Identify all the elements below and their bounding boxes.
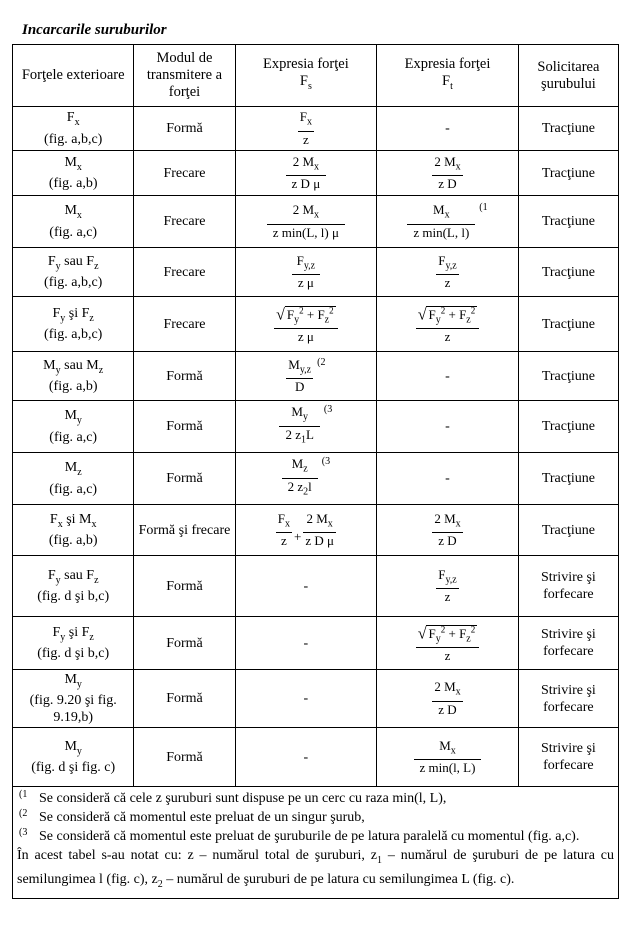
cell-stress: Tracţiune — [518, 248, 618, 297]
cell-force: $F_y$ sau $F_z$ (fig. a,b,c) — [13, 248, 134, 297]
cell-fs: - — [235, 670, 377, 728]
footnote-3: (3 Se consideră că momentul este preluat de şuruburile de pe latura paralelă cu momentul (fig. a,c). — [19, 827, 580, 844]
cell-fs — [235, 401, 377, 453]
cell-force: $F_x$ şi $M_x$ (fig. a,b) — [13, 505, 134, 556]
ft-fraction: $\frac{2 M_x}{\text{z D}}$ — [432, 511, 462, 550]
table-row — [13, 453, 619, 505]
table-row — [13, 248, 619, 297]
table-row — [13, 401, 619, 453]
cell-fs — [235, 151, 377, 196]
cell-ft — [377, 728, 519, 787]
header-fs-symbol: F — [299, 73, 308, 90]
cell-fs — [235, 107, 377, 151]
cell-ft — [377, 297, 519, 352]
cell-ft: - — [377, 453, 519, 505]
table-row — [13, 617, 619, 670]
header-force-fs — [235, 45, 377, 107]
table-row — [13, 196, 619, 248]
cell-fs — [235, 453, 377, 505]
cell-fs — [235, 297, 377, 352]
cell-stress: Tracţiune — [518, 352, 618, 401]
cell-stress: Tracţiune — [518, 196, 618, 248]
ft-fraction: $\frac{M_x}{\text{z min(l, L)}}$ — [414, 738, 482, 777]
cell-mode: Formă — [134, 728, 235, 787]
cell-mode: Frecare — [134, 248, 235, 297]
cell-ft — [377, 248, 519, 297]
fs-fraction: $\frac{F_x}{z}$ — [299, 109, 312, 147]
fs-fraction: $\frac{2 M_x}{\text{z min(L, l) μ}}$ — [267, 202, 345, 241]
header-transmission-mode: Modul de transmitere a forţei — [134, 45, 235, 107]
cell-force: $F_y$ sau $F_z$ (fig. d şi b,c) — [13, 556, 134, 617]
header-force-ft — [377, 45, 519, 107]
cell-ft — [377, 151, 519, 196]
cell-fs — [235, 505, 377, 556]
cell-force — [13, 107, 134, 151]
header-bolt-stress: Solicitarea şurubului — [518, 45, 618, 107]
fs-fraction: $\frac{√ F_y^2 + F_z^2}{\text{z μ}}$ — [274, 303, 338, 346]
cell-force: $F_y$ şi $F_z$ (fig. d şi b,c) — [13, 617, 134, 670]
ft-fraction: $\frac{F_{y,z}}{z}$ — [438, 252, 457, 291]
fs-fraction: $\frac{M_{y,z}}{D}$ — [288, 356, 312, 395]
footnote-1: (1 Se consideră că cele z şuruburi sunt dispuse pe un cerc cu raza min(l, L), — [19, 789, 447, 806]
cell-stress: Strivire şi forfecare — [518, 670, 618, 728]
cell-ft: - — [377, 352, 519, 401]
force-symbol: F — [66, 110, 75, 126]
cell-mode: Formă — [134, 453, 235, 505]
cell-fs: - — [235, 728, 377, 787]
cell-mode: Formă — [134, 670, 235, 728]
cell-ft — [377, 556, 519, 617]
cell-ft — [377, 670, 519, 728]
cell-stress: Strivire şi forfecare — [518, 556, 618, 617]
cell-mode: Frecare — [134, 151, 235, 196]
cell-force: $M_y$ (fig. d şi fig. c) — [13, 728, 134, 787]
plus-sign: + — [293, 528, 302, 544]
fs-fraction: $\frac{2 M_x}{\text{z D μ}}$ — [286, 154, 327, 193]
cell-fs: - — [235, 617, 377, 670]
cell-stress: Strivire şi forfecare — [518, 617, 618, 670]
cell-mode: Formă — [134, 401, 235, 453]
table-row — [13, 107, 619, 151]
cell-force: $F_y$ şi $F_z$ (fig. a,b,c) — [13, 297, 134, 352]
cell-force: $M_y$ sau $M_z$ (fig. a,b) — [13, 352, 134, 401]
footnote-marker: (2 — [317, 356, 326, 368]
cell-stress: Tracţiune — [518, 297, 618, 352]
cell-force: $M_y$ (fig. a,c) — [13, 401, 134, 453]
cell-force: $M_x$ (fig. a,c) — [13, 196, 134, 248]
fs-fraction-2: $\frac{2 M_x}{\text{z D μ}}$ — [305, 510, 334, 549]
cell-mode: Formă — [134, 107, 235, 151]
cell-ft — [377, 617, 519, 670]
cell-ft: - — [377, 401, 519, 453]
cell-mode: Frecare — [134, 297, 235, 352]
header-fs-label: Expresia forţei — [262, 56, 349, 73]
cell-stress: Tracţiune — [518, 505, 618, 556]
cell-stress: Tracţiune — [518, 401, 618, 453]
bolt-loads-table — [12, 44, 619, 899]
fs-fraction-1: $\frac{F_x}{z}$ — [277, 510, 290, 549]
cell-ft: - — [377, 107, 519, 151]
cell-force: $M_x$ (fig. a,b) — [13, 151, 134, 196]
footnote-marker: (3 — [323, 404, 333, 416]
footnote-marker: (1 — [479, 202, 488, 214]
table-row — [13, 297, 619, 352]
ft-fraction: $\frac{2 M_x}{\text{z D}}$ — [432, 679, 462, 718]
header-ft-symbol: F — [442, 73, 451, 90]
table-row — [13, 728, 619, 787]
ft-fraction: $\frac{M_x}{\text{z min(L, l)}}$ — [407, 202, 475, 241]
cell-mode: Formă — [134, 556, 235, 617]
footnote-2: (2 Se consideră că momentul este preluat de un singur şurub, — [19, 808, 365, 825]
cell-ft — [377, 505, 519, 556]
cell-mode: Formă — [134, 352, 235, 401]
header-external-forces: Forţele exterioare — [13, 45, 134, 107]
cell-ft — [377, 196, 519, 248]
cell-fs: - — [235, 556, 377, 617]
table-row — [13, 670, 619, 728]
table-row — [13, 556, 619, 617]
header-fs-sub: s — [307, 80, 312, 92]
table-row — [13, 151, 619, 196]
cell-stress: Tracţiune — [518, 107, 618, 151]
ft-fraction: $\frac{F_{y,z}}{z}$ — [438, 566, 457, 605]
footnote-marker: (3 — [321, 456, 331, 468]
cell-fs — [235, 352, 377, 401]
ft-fraction: $\frac{2 M_x}{\text{z D}}$ — [432, 154, 462, 193]
cell-mode: Formă şi frecare — [134, 505, 235, 556]
notes-cell — [13, 787, 619, 899]
cell-stress: Strivire şi forfecare — [518, 728, 618, 787]
fs-fraction: $\frac{F_{y,z}}{\text{z μ}}$ — [292, 253, 320, 292]
cell-mode: Formă — [134, 617, 235, 670]
table-row — [13, 352, 619, 401]
page-title: Incarcarile suruburilor — [22, 22, 167, 38]
cell-stress: Tracţiune — [518, 453, 618, 505]
header-ft-label: Expresia forţei — [404, 56, 491, 73]
cell-force: $M_y$ (fig. 9.20 şi fig. 9.19,b) — [13, 670, 134, 728]
notes-row — [13, 787, 619, 899]
force-sub: x — [74, 116, 80, 128]
cell-fs — [235, 248, 377, 297]
ft-fraction: $\frac{√ F_y^2 + F_z^2}{z}$ — [416, 303, 480, 346]
ft-fraction: $\frac{√ F_y^2 + F_z^2}{z}$ — [416, 622, 480, 665]
fs-fraction: $\frac{M_z}{2 z_2l}$ — [282, 456, 318, 500]
header-ft-sub: t — [450, 80, 453, 92]
fs-fraction: $\frac{M_y}{2 z_1L}$ — [279, 404, 319, 448]
cell-mode: Frecare — [134, 196, 235, 248]
cell-fs — [235, 196, 377, 248]
force-fig: (fig. a,b,c) — [44, 131, 103, 147]
cell-force: $M_z$ (fig. a,c) — [13, 453, 134, 505]
table-header-row — [13, 45, 619, 107]
cell-stress: Tracţiune — [518, 151, 618, 196]
notation-legend: În acest tabel s-au notat cu: z – numărul total de şuruburi, $z_1$ – numărul de şuruburi de pe latura cu semilungimea l (fig. c), $z_2$ – numărul de şuruburi de pe latura cu semilungimea L (fig. c). — [17, 848, 614, 890]
table-row — [13, 505, 619, 556]
